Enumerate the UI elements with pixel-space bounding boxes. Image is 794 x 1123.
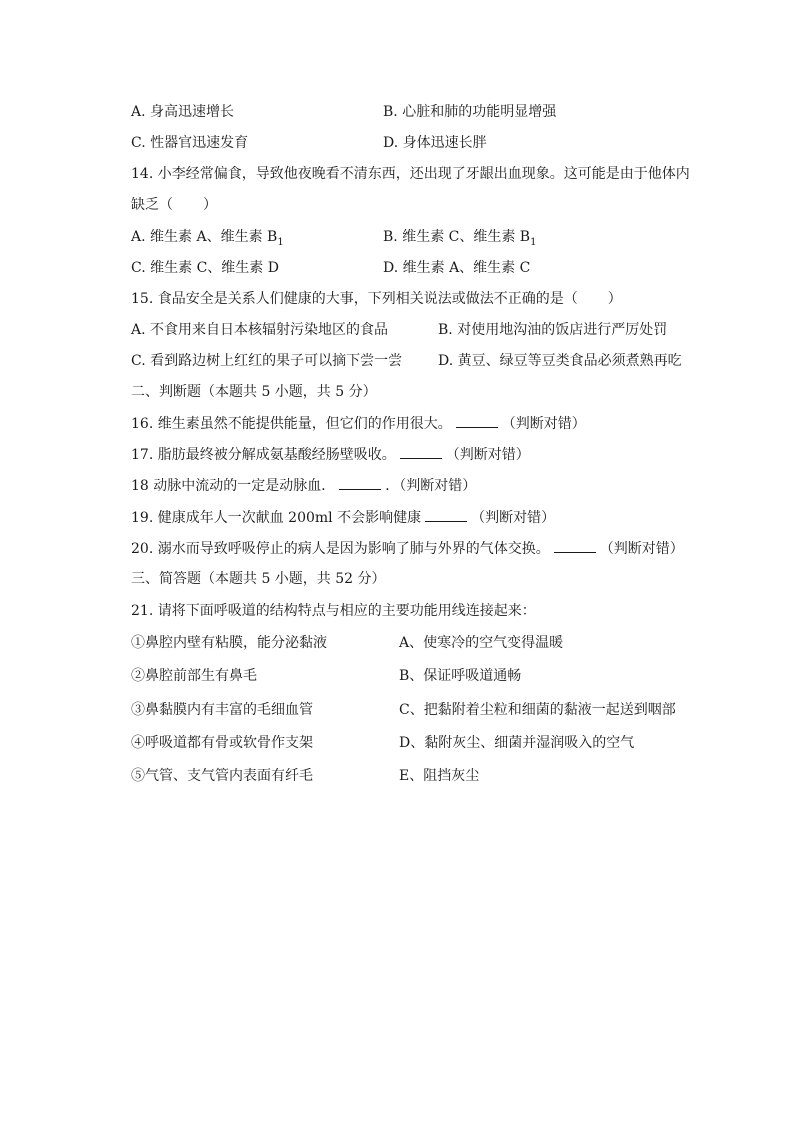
q17	[131, 444, 530, 464]
q21-right-item-b: B、保证呼吸道通畅	[399, 668, 522, 684]
q14-option-a-text: A. 维生素 A、维生素 B	[131, 229, 278, 245]
q14-option-c: C. 维生素 C、维生素 D	[131, 260, 279, 276]
q14-option-b-text: B. 维生素 C、维生素 B	[383, 229, 531, 245]
q15-option-d: D. 黄豆、绿豆等豆类食品必须煮熟再吃	[438, 353, 682, 369]
q21-right-item-c: C、把黏附着尘粒和细菌的黏液一起送到咽部	[399, 702, 676, 718]
q14-option-a-sub: 1	[277, 236, 284, 248]
q13-option-b: B. 心脏和肺的功能明显增强	[383, 104, 557, 120]
q18	[131, 475, 476, 495]
q15-option-a: A. 不食用来自日本核辐射污染地区的食品	[131, 322, 389, 338]
q16-answer-blank[interactable]	[456, 413, 498, 428]
q15-option-b: B. 对使用地沟油的饭店进行严厉处罚	[438, 322, 668, 338]
q14-option-b	[383, 227, 536, 247]
q17-text: 17. 脂肪最终被分解成氨基酸经肠壁吸收。	[131, 447, 396, 463]
q14-stem-prefix: 缺乏（	[131, 197, 173, 213]
q15-option-c: C. 看到路边树上红红的果子可以摘下尝一尝	[131, 353, 403, 369]
q18-tail: ．（判断对错）	[385, 478, 477, 494]
section2-title: 二、判断题（本题共 5 小题，共 5 分）	[131, 384, 377, 400]
q17-tail: （判断对错）	[445, 447, 530, 463]
q16-tail: （判断对错）	[501, 416, 586, 432]
q14-stem-suffix: ）	[203, 197, 217, 213]
q21-stem: 21. 请将下面呼吸道的结构特点与相应的主要功能用线连接起来：	[131, 603, 536, 619]
q16-text: 16. 维生素虽然不能提供能量，但它们的作用很大。	[131, 416, 452, 432]
q20	[131, 538, 684, 558]
q21-right-item-e: E、阻挡灰尘	[399, 768, 480, 784]
q17-answer-blank[interactable]	[400, 444, 442, 459]
section3-title: 三、简答题（本题共 5 小题，共 52 分）	[131, 571, 386, 587]
q13-option-c: C. 性器官迅速发育	[131, 135, 249, 151]
q14-option-a	[131, 227, 284, 247]
q18-text: 18 动脉中流动的一定是动脉血．	[131, 478, 336, 494]
q16	[131, 413, 586, 433]
q15-stem	[131, 289, 622, 309]
q21-left-item-1: ①鼻腔内壁有粘膜，能分泌黏液	[131, 635, 327, 651]
q19-tail: （判断对错）	[471, 510, 556, 526]
q14-option-d: D. 维生素 A、维生素 C	[383, 260, 531, 276]
q20-text: 20. 溺水而导致呼吸停止的病人是因为影响了肺与外界的气体交换。	[131, 541, 550, 557]
q21-left-item-3: ③鼻黏膜内有丰富的毛细血管	[131, 702, 313, 718]
q15-stem-prefix: 15. 食品安全是关系人们健康的大事，下列相关说法或做法不正确的是（	[131, 291, 578, 307]
q21-right-item-d: D、黏附灰尘、细菌并湿润吸入的空气	[399, 735, 635, 751]
q14-option-b-sub: 1	[530, 236, 537, 248]
q14-stem-line1: 14. 小李经常偏食，导致他夜晚看不清东西，还出现了牙龈出血现象。这可能是由于他体内	[131, 166, 690, 182]
q20-tail: （判断对错）	[599, 541, 684, 557]
q15-stem-suffix: ）	[607, 291, 622, 307]
q21-right-item-a: A、使寒冷的空气变得温暖	[399, 635, 564, 651]
q21-left-item-2: ②鼻腔前部生有鼻毛	[131, 668, 257, 684]
q18-answer-blank[interactable]	[339, 475, 381, 490]
q14-stem-line2	[131, 195, 217, 215]
q13-option-d: D. 身体迅速长胖	[383, 135, 487, 151]
q19-text: 19. 健康成年人一次献血 200ml 不会影响健康	[131, 510, 422, 526]
q19	[131, 507, 555, 527]
q19-answer-blank[interactable]	[425, 507, 467, 522]
q21-left-item-5: ⑤气管、支气管内表面有纤毛	[131, 768, 313, 784]
q20-answer-blank[interactable]	[554, 538, 596, 553]
q21-left-item-4: ④呼吸道都有骨或软骨作支架	[131, 735, 313, 751]
q13-option-a: A. 身高迅速增长	[131, 104, 235, 120]
